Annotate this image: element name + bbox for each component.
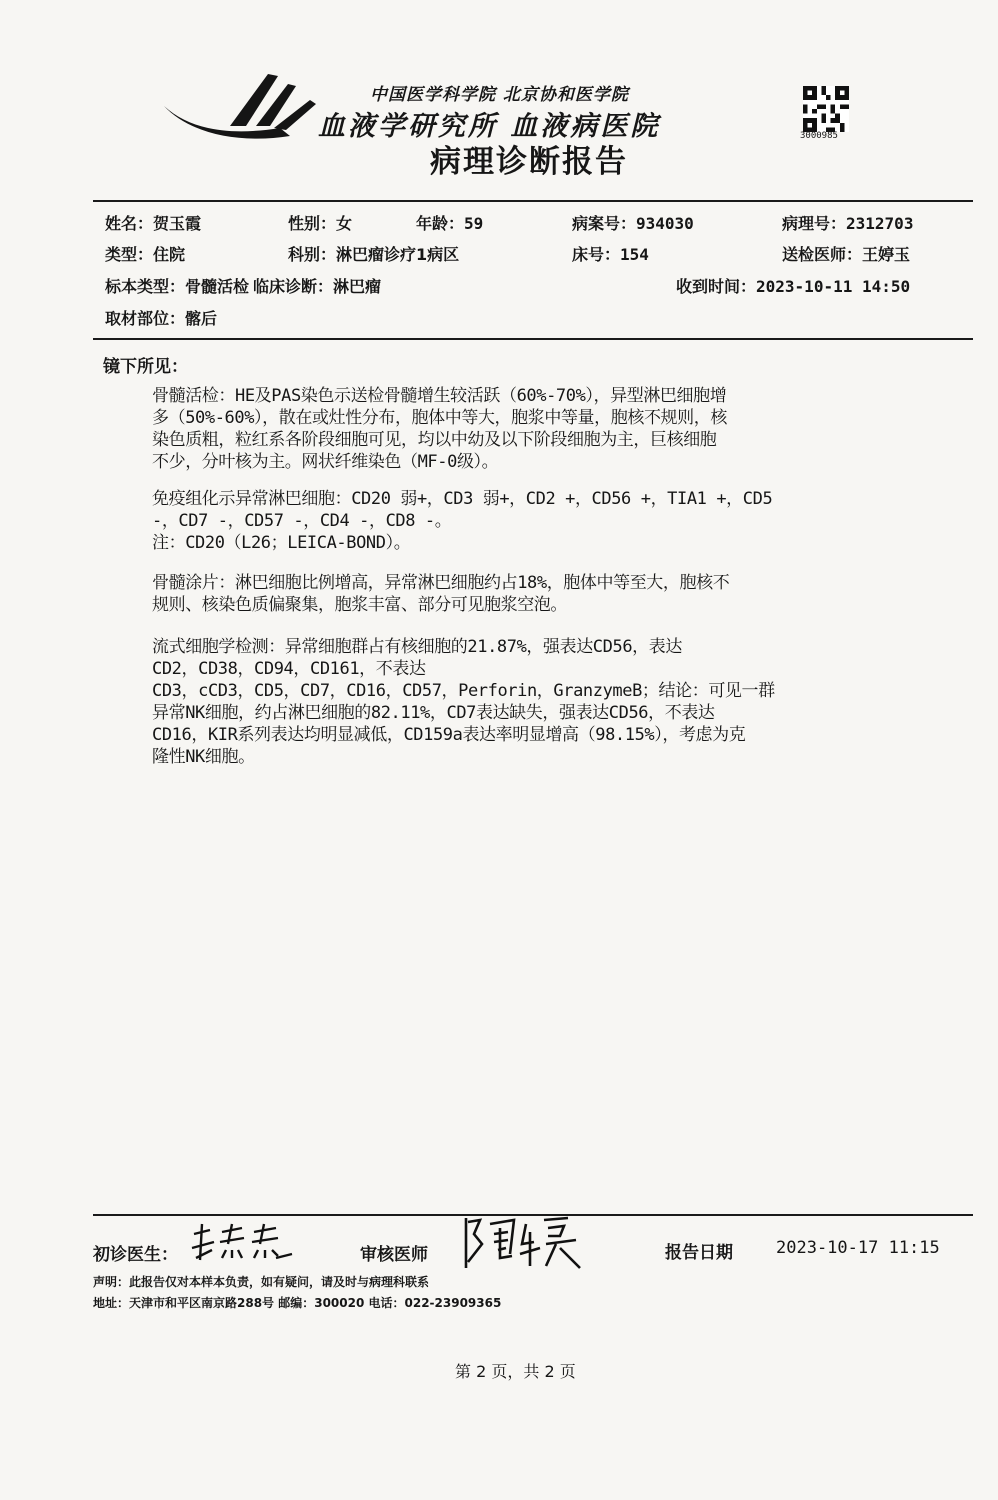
case-number-field	[572, 211, 694, 234]
text-line: 异常NK细胞，约占淋巴细胞的82.11%，CD7表达缺失，强表达CD56，不表达	[152, 703, 715, 723]
pathology-number-value: 2312703	[846, 214, 914, 233]
text-line: 骨髓活检：HE及PAS染色示送检骨髓增生较活跃（60%-70%），异型淋巴细胞增	[152, 386, 727, 406]
immunohistochemistry-paragraph	[152, 488, 937, 554]
text-line: 免疫组化示异常淋巴细胞：CD20 弱+，CD3 弱+，CD2 +，CD56 +，TIA1 +，CD5	[152, 489, 773, 509]
referring-doctor-label: 送检医师：	[782, 245, 863, 264]
text-line: 规则、核染色质偏聚集，胞浆丰富、部分可见胞浆空泡。	[152, 595, 567, 615]
findings-title: 镜下所见：	[103, 357, 188, 377]
text-line: 骨髓涂片：淋巴细胞比例增高，异常淋巴细胞约占18%，胞体中等至大，胞核不	[152, 573, 730, 593]
sampling-site-value: 髂后	[185, 309, 218, 328]
text-line: 隆性NK细胞。	[152, 747, 255, 767]
case-number-value: 934030	[636, 214, 694, 233]
sex-label: 性别：	[288, 214, 337, 233]
department-value: 淋巴瘤诊疗1病区	[336, 245, 460, 264]
hospital-logo-icon	[160, 70, 330, 140]
clinical-diagnosis-value: 淋巴瘤	[333, 277, 382, 296]
report-title: 病理诊断报告	[430, 144, 628, 180]
flow-cytometry-paragraph	[152, 636, 937, 768]
address: 地址：天津市和平区南京路288号 邮编：300020 电话：022-23909365	[93, 1296, 502, 1310]
case-number-label: 病案号：	[572, 214, 637, 233]
qr-number: 3000985	[800, 131, 838, 141]
text-line: CD16，KIR系列表达均明显减低，CD159a表达率明显增高（98.15%），考虑为克	[152, 725, 746, 745]
type-field	[105, 242, 185, 265]
pathology-number-field	[782, 211, 913, 234]
declaration: 声明：此报告仅对本样本负责，如有疑问，请及时与病理科联系	[93, 1275, 430, 1289]
text-line: 多（50%-60%），散在或灶性分布，胞体中等大，胞浆中等量，胞核不规则，核	[152, 408, 727, 428]
header-rule	[93, 200, 973, 202]
name-value: 贺玉霞	[153, 214, 202, 233]
referring-doctor-field	[782, 242, 910, 265]
bone-marrow-biopsy-paragraph	[152, 385, 937, 473]
bed-label: 床号：	[572, 245, 621, 264]
bone-marrow-smear-paragraph	[152, 572, 937, 616]
bed-field	[572, 242, 649, 265]
age-field	[416, 211, 483, 234]
institution-line-1: 中国医学科学院 北京协和医学院	[370, 85, 629, 105]
name-field	[105, 211, 201, 234]
institution-line-2: 血液学研究所 血液病医院	[318, 111, 661, 142]
sampling-site-label: 取材部位：	[105, 309, 186, 328]
bed-value: 154	[620, 245, 649, 264]
text-line: 不少，分叶核为主。网状纤维染色（MF-0级）。	[152, 452, 499, 472]
page-number: 第 2 页，共 2 页	[455, 1362, 576, 1381]
age-value: 59	[464, 214, 484, 233]
specimen-field	[105, 274, 381, 297]
report-date-label: 报告日期	[665, 1243, 733, 1263]
qr-code-icon	[803, 86, 849, 132]
review-doctor-label: 审核医师	[360, 1245, 428, 1265]
info-rule	[93, 338, 973, 340]
text-line: 流式细胞学检测：异常细胞群占有核细胞的21.87%，强表达CD56，表达	[152, 637, 682, 657]
department-label: 科别：	[288, 245, 337, 264]
text-line: CD3，cCD3，CD5，CD7，CD16，CD57，Perforin，GranzymeB；结论：可见一群	[152, 681, 775, 701]
received-time-value: 2023-10-11 14:50	[756, 277, 911, 296]
review-doctor-signature	[460, 1214, 585, 1272]
text-line: 注：CD20（L26；LEICA-BOND）。	[152, 533, 411, 553]
clinical-diagnosis-label: 临床诊断：	[253, 277, 334, 296]
type-label: 类型：	[105, 245, 154, 264]
age-label: 年龄：	[416, 214, 465, 233]
text-line: CD2，CD38，CD94，CD161，不表达	[152, 659, 426, 679]
pathology-number-label: 病理号：	[782, 214, 847, 233]
text-line: -，CD7 -，CD57 -，CD4 -，CD8 -。	[152, 511, 452, 531]
referring-doctor-value: 王婷玉	[862, 245, 911, 264]
department-field	[288, 242, 459, 265]
sampling-site-field	[105, 306, 217, 329]
text-line: 染色质粗，粒红系各阶段细胞可见，均以中幼及以下阶段细胞为主，巨核细胞	[152, 430, 717, 450]
received-time-field	[676, 274, 910, 297]
initial-doctor-label: 初诊医生：	[93, 1245, 178, 1265]
type-value: 住院	[153, 245, 186, 264]
specimen-value: 骨髓活检	[185, 277, 250, 296]
report-date-value: 2023-10-17 11:15	[776, 1238, 940, 1258]
sex-field	[288, 211, 352, 234]
name-label: 姓名：	[105, 214, 154, 233]
initial-doctor-signature	[188, 1220, 298, 1266]
received-time-label: 收到时间：	[676, 277, 757, 296]
sex-value: 女	[336, 214, 353, 233]
specimen-label: 标本类型：	[105, 277, 186, 296]
